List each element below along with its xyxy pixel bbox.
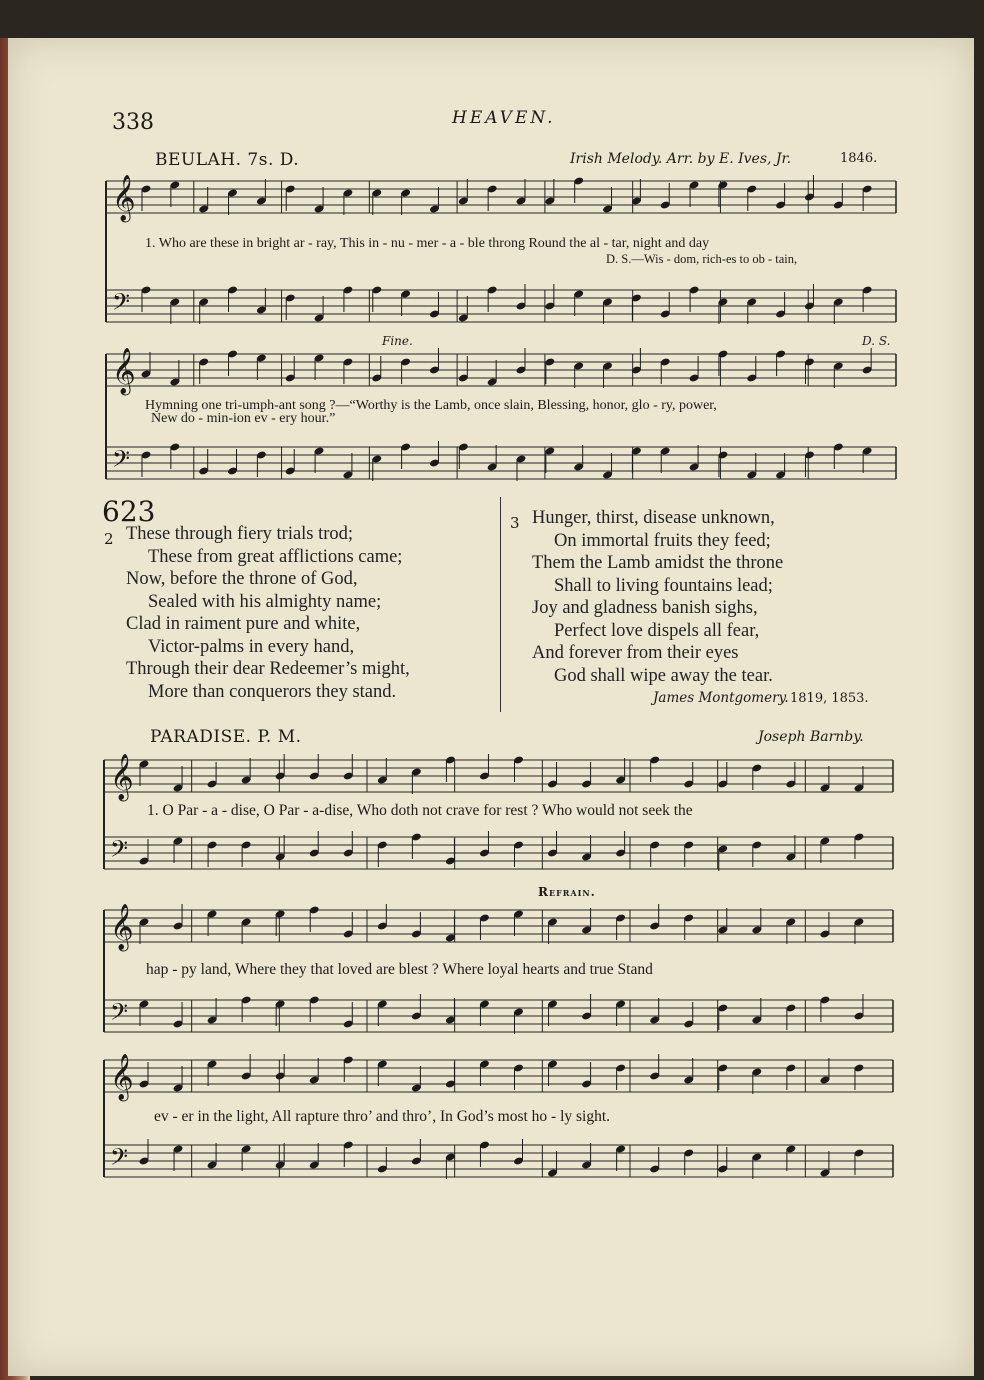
stanza-3-line: Shall to living fountains lead;: [554, 575, 773, 596]
ds-marker: D. S.: [862, 334, 891, 348]
lyrics-paradise-line-2: hap - py land, Where they that loved are blest ? Where loyal hearts and true Stand: [146, 961, 653, 978]
tune-title-paradise: PARADISE. P. M.: [150, 727, 302, 747]
lyrics-beulah-ds-line: D. S.—Wis - dom, rich-es to ob - tain,: [606, 252, 798, 266]
hymn-number: 623: [102, 495, 156, 528]
stanza-3-line: On immortal fruits they feed;: [554, 530, 771, 551]
paradise-system-3-treble-clef: 𝄞: [110, 1054, 134, 1100]
running-head: HEAVEN.: [452, 108, 556, 128]
stanza-2-line: Now, before the throne of God,: [126, 569, 358, 589]
stanza-2-line: Clad in raiment pure and white,: [126, 614, 361, 634]
paradise-system-2-bass-clef: 𝄢: [110, 998, 129, 1031]
tune-title-beulah: BEULAH. 7s. D.: [155, 150, 300, 170]
lyrics-beulah-line-2b: New do - min-ion ev - ery hour.”: [151, 411, 336, 426]
stanza-2-line: These from great afflictions came;: [148, 546, 403, 567]
stanza-3-line: Them the Lamb amidst the throne: [532, 553, 784, 573]
stanza-2-line: These through fiery trials trod;: [126, 524, 354, 544]
stanza-3-line: Hunger, thirst, disease unknown,: [532, 508, 775, 528]
stanza-3-line: Joy and gladness banish sighs,: [532, 598, 758, 618]
stanza-3-line: And forever from their eyes: [532, 643, 739, 663]
paradise-system-2-treble-clef: 𝄞: [110, 904, 134, 950]
lyrics-paradise-line-3: ev - er in the light, All rapture thro’ and thro’, In God’s most ho - ly sight.: [154, 1108, 611, 1125]
tune-credit-beulah: Irish Melody. Arr. by E. Ives, Jr.: [570, 151, 792, 167]
beulah-system-2-bass-clef: 𝄢: [112, 445, 131, 478]
paradise-system-1-bass-clef: 𝄢: [110, 835, 129, 868]
stanza-3-line: God shall wipe away the tear.: [554, 665, 773, 686]
beulah-system-2-treble-clef: 𝄞: [112, 348, 136, 394]
lyrics-beulah-line-1: 1. Who are these in bright ar - ray, This in - nu - mer - a - ble throng Round the al - tar, night and day: [145, 236, 710, 251]
lyrics-paradise-line-1: 1. O Par - a - dise, O Par - a-dise, Who doth not crave for rest ? Who would not seek the: [147, 802, 693, 819]
verse-number-3: 3: [510, 514, 520, 532]
stanza-2-line: More than conquerors they stand.: [148, 681, 397, 702]
beulah-system-1-treble-clef: 𝄞: [112, 175, 136, 221]
page-number: 338: [112, 110, 154, 135]
stanza-2-line: Through their dear Redeemer’s might,: [126, 659, 410, 679]
stanza-2: [126, 523, 410, 703]
stanza-3-line: Perfect love dispels all fear,: [554, 620, 760, 641]
stanza-2-line: Sealed with his almighty name;: [148, 591, 382, 612]
beulah-system-1-bass-clef: 𝄢: [112, 288, 131, 321]
tune-year-beulah: 1846.: [840, 151, 878, 166]
paradise-system-3-bass-clef: 𝄢: [110, 1143, 129, 1176]
paradise-system-1-treble-clef: 𝄞: [110, 754, 134, 800]
refrain-marker: Refrain.: [538, 885, 596, 899]
hymn-author: James Montgomery.: [653, 690, 789, 706]
tune-credit-paradise: Joseph Barnby.: [758, 729, 864, 745]
lyrics-beulah-line-2a: Hymning one tri-umph-ant song ?—“Worthy is the Lamb, once slain, Blessing, honor, glo - ry, power,: [145, 398, 717, 413]
stanza-3: [532, 507, 783, 687]
column-divider: [500, 497, 501, 712]
verse-number-2: 2: [104, 530, 114, 548]
hymn-author-years: 1819, 1853.: [790, 691, 869, 706]
stanza-2-line: Victor-palms in every hand,: [148, 636, 355, 657]
fine-marker: Fine.: [382, 334, 413, 348]
